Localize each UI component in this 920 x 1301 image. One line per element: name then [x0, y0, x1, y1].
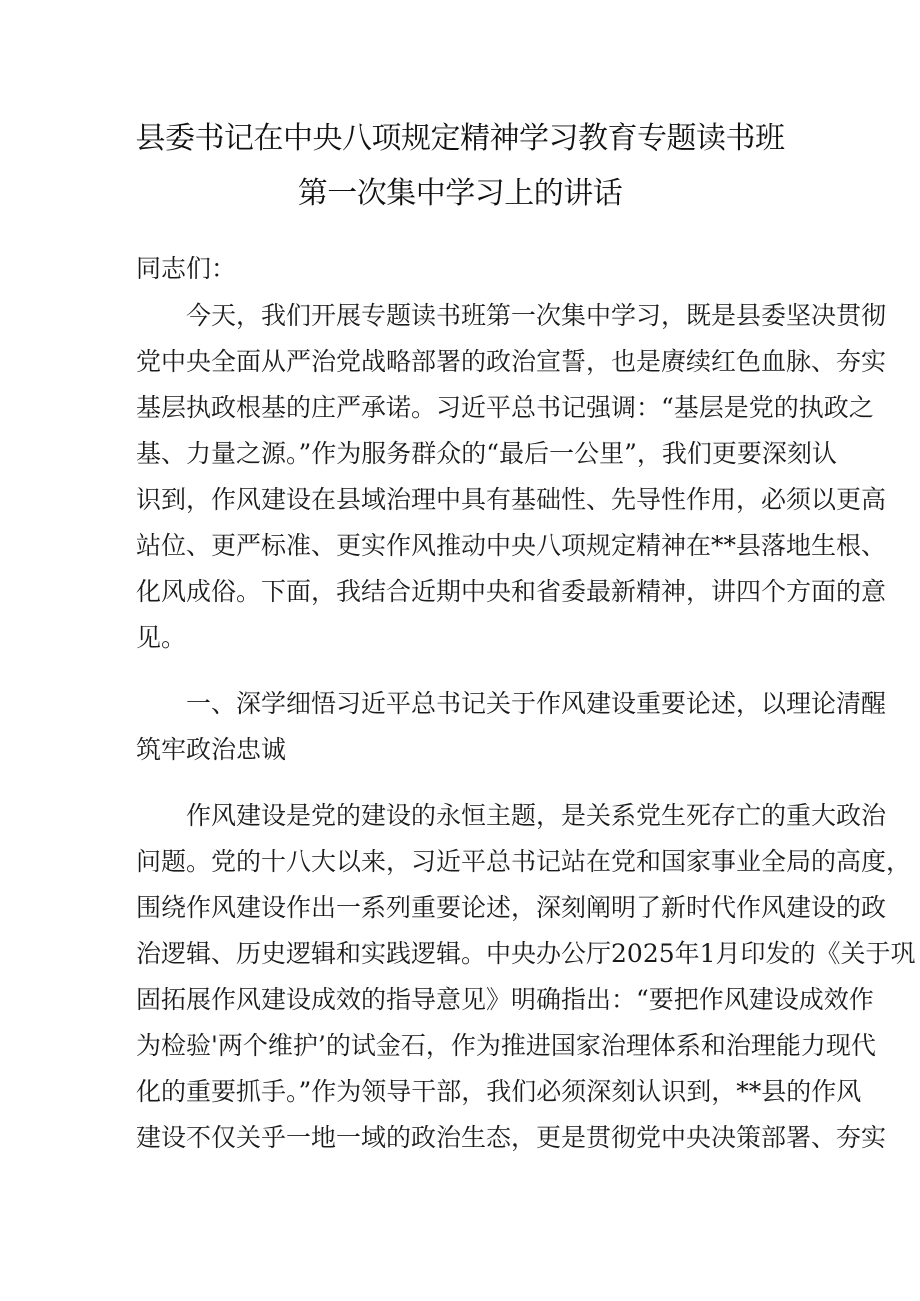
paragraph-1-line: 见。: [136, 623, 187, 652]
paragraph-2-line: 建设不仅关乎一地一域的政治生态，更是贯彻党中央决策部署、夯实: [136, 1123, 887, 1152]
paragraph-2-line: 化的重要抓手。”作为领导干部，我们必须深刻认识到，**县的作风: [136, 1077, 862, 1106]
paragraph-1-line: 今天，我们开展专题读书班第一次集中学习，既是县委坚决贯彻: [186, 301, 887, 330]
paragraph-2-line: 治逻辑、历史逻辑和实践逻辑。中央办公厅2025年1月印发的《关于巩: [136, 939, 916, 968]
section-heading-line: 筑牢政治忠诚: [136, 735, 287, 764]
section-heading-line: 一、深学细悟习近平总书记关于作风建设重要论述，以理论清醒: [186, 689, 887, 718]
document-title-line-2: 第一次集中学习上的讲话: [297, 176, 623, 211]
paragraph-1-line: 识到，作风建设在县域治理中具有基础性、先导性作用，必须以更高: [136, 485, 887, 514]
paragraph-2-line: 为检验'两个维护’的试金石，作为推进国家治理体系和治理能力现代: [136, 1031, 876, 1060]
paragraph-2-line: 作风建设是党的建设的永恒主题，是关系党生死存亡的重大政治: [186, 801, 887, 830]
paragraph-1-line: 党中央全面从严治党战略部署的政治宣誓，也是赓续红色血脉、夯实: [136, 347, 887, 376]
paragraph-2-line: 围绕作风建设作出一系列重要论述，深刻阐明了新时代作风建设的政: [136, 893, 887, 922]
paragraph-2-line: 固拓展作风建设成效的指导意见》明确指出：“要把作风建设成效作: [136, 985, 874, 1014]
paragraph-1-line: 站位、更严标准、更实作风推动中央八项规定精神在**县落地生根、: [136, 531, 887, 560]
document-title-line-1: 县委书记在中央八项规定精神学习教育专题读书班: [135, 121, 785, 156]
paragraph-1-line: 基层执政根基的庄严承诺。习近平总书记强调：“基层是党的执政之: [136, 393, 874, 422]
paragraph-1-line: 基、力量之源。”作为服务群众的“最后一公里”，我们更要深刻认: [136, 439, 837, 468]
paragraph-2-line: 问题。党的十八大以来，习近平总书记站在党和国家事业全局的高度，: [136, 847, 912, 876]
paragraph-1-line: 化风成俗。下面，我结合近期中央和省委最新精神，讲四个方面的意: [136, 577, 887, 606]
salutation: 同志们：: [136, 254, 237, 283]
